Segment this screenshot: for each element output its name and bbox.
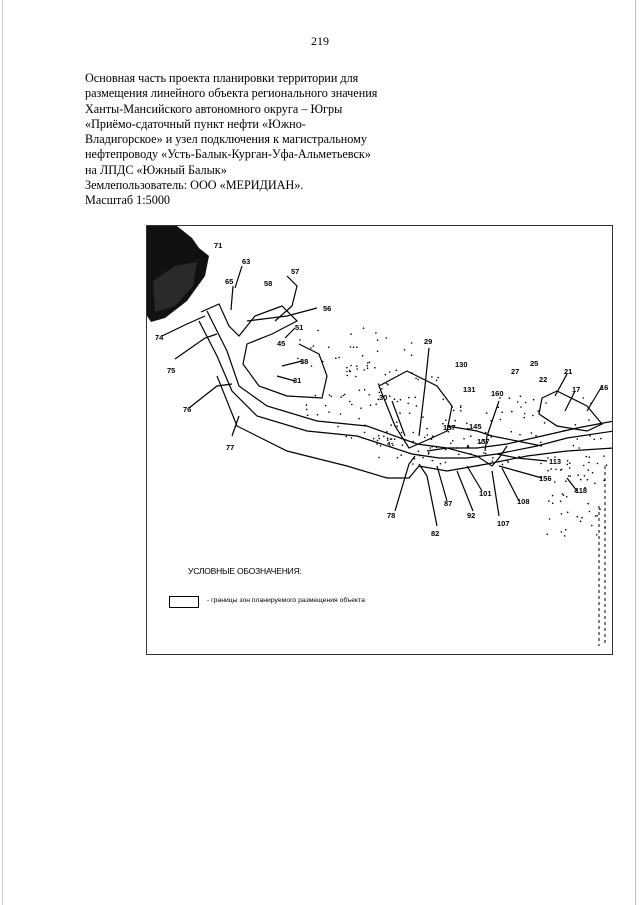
terrain-dot: [432, 460, 434, 462]
terrain-dot: [387, 437, 389, 439]
terrain-dot: [588, 419, 590, 421]
header-line: Землепользователь: ООО «МЕРИДИАН».: [85, 178, 304, 193]
terrain-dot: [411, 354, 413, 356]
terrain-dot: [535, 435, 537, 437]
terrain-dot: [349, 401, 351, 403]
terrain-dot: [588, 462, 590, 464]
zone-boundary-mid: [427, 446, 507, 466]
header-line: размещения линейного объекта регионального значения: [85, 86, 378, 101]
terrain-dot: [377, 339, 379, 341]
point-label: 31: [293, 376, 302, 385]
terrain-dot: [593, 439, 595, 441]
terrain-dot: [367, 362, 369, 364]
terrain-dot: [569, 462, 571, 464]
terrain-dot: [594, 483, 596, 485]
terrain-dot: [397, 401, 399, 403]
terrain-dot: [596, 534, 598, 536]
leader-82: [419, 464, 437, 526]
terrain-dot: [415, 378, 417, 380]
terrain-dot: [349, 370, 351, 372]
terrain-dot: [517, 401, 519, 403]
terrain-dot: [389, 443, 391, 445]
header-line: Владигорское» и узел подключения к магистральному: [85, 132, 367, 147]
terrain-dot: [375, 404, 377, 406]
terrain-dot: [356, 346, 358, 348]
terrain-dot: [580, 479, 582, 481]
terrain-dot: [483, 452, 485, 454]
terrain-dot: [587, 503, 589, 505]
leader-63: [235, 266, 242, 288]
terrain-dot: [600, 438, 602, 440]
terrain-dot: [577, 474, 579, 476]
terrain-dot: [363, 327, 365, 329]
terrain-dot: [376, 443, 378, 445]
terrain-dot: [378, 435, 380, 437]
terrain-dot: [335, 357, 337, 359]
terrain-dot: [400, 454, 402, 456]
pipe-route: [447, 426, 542, 446]
terrain-dot: [525, 402, 527, 404]
terrain-dot: [363, 369, 365, 371]
point-label: 145: [469, 422, 482, 431]
point-label: 130: [455, 360, 468, 369]
terrain-dot: [460, 407, 462, 409]
terrain-dot: [346, 367, 348, 369]
terrain-dot: [389, 371, 391, 373]
terrain-dot: [390, 424, 392, 426]
point-label: 118: [575, 486, 588, 495]
terrain-dot: [460, 410, 462, 412]
terrain-dot: [375, 332, 377, 334]
terrain-dot: [377, 440, 379, 442]
leader-29: [419, 348, 429, 436]
terrain-dot: [575, 424, 577, 426]
point-label: 87: [444, 499, 453, 508]
terrain-dot: [581, 517, 583, 519]
terrain-dot: [424, 437, 426, 439]
point-label: 78: [387, 511, 396, 520]
terrain-dot: [595, 515, 597, 517]
terrain-dot: [360, 407, 362, 409]
terrain-dot: [418, 450, 420, 452]
terrain-dot: [545, 402, 547, 404]
terrain-dot: [369, 361, 371, 363]
terrain-dot: [565, 529, 567, 531]
leader-78: [395, 456, 415, 511]
terrain-dot: [396, 369, 398, 371]
point-label: 137: [443, 423, 456, 432]
terrain-dot: [520, 406, 522, 408]
road-edge-lower: [207, 311, 613, 448]
terrain-dot: [567, 512, 569, 514]
terrain-dot: [299, 339, 301, 341]
point-label: 45: [277, 339, 286, 348]
point-label: 107: [497, 519, 510, 528]
leader-38: [282, 361, 302, 366]
terrain-dot: [364, 432, 366, 434]
terrain-dot: [422, 457, 424, 459]
zone-boundary-right: [379, 371, 452, 448]
point-label: 101: [479, 489, 492, 498]
legend-boundary-label: - границы зон планируемого размещения объекта: [207, 597, 365, 604]
terrain-dot: [431, 376, 433, 378]
point-label: 131: [463, 385, 476, 394]
terrain-dot: [524, 413, 526, 415]
point-label: 108: [517, 497, 530, 506]
terrain-dot: [597, 463, 599, 465]
terrain-dot: [492, 460, 494, 462]
terrain-dot: [401, 432, 403, 434]
terrain-dot: [347, 375, 349, 377]
terrain-dot: [317, 330, 319, 332]
terrain-dot: [561, 513, 563, 515]
terrain-dot: [306, 409, 308, 411]
terrain-dot: [378, 457, 380, 459]
terrain-dot: [498, 406, 500, 408]
terrain-dot: [554, 481, 556, 483]
header-line: нефтепроводу «Усть-Балык-Курган-Уфа-Альметьевск»: [85, 147, 371, 162]
header-line: Масштаб 1:5000: [85, 193, 171, 208]
map-drawing: [147, 226, 613, 655]
point-label: 27: [511, 367, 520, 376]
terrain-dot: [397, 457, 399, 459]
terrain-dot: [589, 456, 591, 458]
header-line: «Приёмо-сдаточный пункт нефти «Южно-: [85, 116, 306, 131]
leader-156: [499, 466, 542, 478]
terrain-dot: [411, 342, 413, 344]
terrain-dot: [587, 469, 589, 471]
point-label: 65: [225, 277, 234, 286]
terrain-dot: [577, 438, 579, 440]
terrain-dot: [500, 419, 502, 421]
point-label: 156: [539, 474, 552, 483]
legend-title: УСЛОВНЫЕ ОБОЗНАЧЕНИЯ:: [188, 566, 302, 576]
leader-107: [492, 471, 499, 516]
leader-65: [231, 286, 233, 310]
terrain-dot: [549, 518, 551, 520]
header-line: Основная часть проекта планировки территории для: [85, 71, 359, 85]
terrain-dot: [388, 442, 390, 444]
terrain-dot: [396, 421, 398, 423]
terrain-dot: [520, 396, 522, 398]
point-label: 21: [564, 367, 573, 376]
terrain-dot: [311, 365, 313, 367]
terrain-dot: [346, 436, 348, 438]
terrain-dot: [443, 399, 445, 401]
terrain-dot: [427, 434, 429, 436]
terrain-dot: [359, 390, 361, 392]
terrain-dot: [416, 405, 418, 407]
terrain-dot: [415, 397, 417, 399]
terrain-dot: [560, 500, 562, 502]
terrain-dot: [337, 426, 339, 428]
terrain-dot: [586, 456, 588, 458]
point-label: 82: [431, 529, 440, 538]
document-header: [85, 71, 425, 209]
point-label: 17: [572, 385, 581, 394]
terrain-dot: [338, 357, 340, 359]
terrain-dot: [378, 383, 380, 385]
terrain-dot: [463, 438, 465, 440]
terrain-dot: [501, 411, 503, 413]
terrain-dot: [568, 475, 570, 477]
terrain-dot: [436, 380, 438, 382]
point-label: 74: [155, 333, 164, 342]
point-label: 63: [242, 257, 251, 266]
terrain-dot: [358, 418, 360, 420]
point-label: 92: [467, 511, 476, 520]
terrain-dot: [564, 535, 566, 537]
terrain-dot: [589, 511, 591, 513]
terrain-dot: [509, 397, 511, 399]
terrain-dot: [550, 468, 552, 470]
terrain-dot: [351, 437, 353, 439]
terrain-dot: [460, 405, 462, 407]
terrain-dot: [385, 337, 387, 339]
terrain-dot: [502, 464, 504, 466]
terrain-dot: [394, 398, 396, 400]
terrain-dot: [567, 460, 569, 462]
terrain-dot: [445, 419, 447, 421]
terrain-dot: [392, 444, 394, 446]
terrain-dot: [547, 470, 549, 472]
terrain-dot: [580, 520, 582, 522]
terrain-dot: [344, 394, 346, 396]
terrain-dot: [377, 351, 379, 353]
terrain-dot: [437, 377, 439, 379]
header-line: Ханты-Мансийского автономного округа – Югры: [85, 101, 343, 116]
terrain-dot: [346, 371, 348, 373]
terrain-dot: [428, 453, 430, 455]
point-label: 76: [183, 405, 192, 414]
terrain-dot: [429, 447, 431, 449]
terrain-dot: [313, 345, 315, 347]
terrain-dot: [569, 467, 571, 469]
terrain-dot: [546, 534, 548, 536]
terrain-dot: [368, 394, 370, 396]
terrain-dot: [587, 479, 589, 481]
terrain-dot: [383, 436, 385, 438]
scan-edge-right: [635, 0, 636, 905]
terrain-dot: [454, 420, 456, 422]
leader-92: [457, 471, 473, 511]
terrain-dot: [353, 346, 355, 348]
terrain-dot: [407, 403, 409, 405]
terrain-dot: [387, 384, 389, 386]
terrain-dot: [552, 495, 554, 497]
terrain-dot: [548, 500, 550, 502]
terrain-dot: [396, 425, 398, 427]
terrain-dot: [409, 413, 411, 415]
terrain-dot: [355, 376, 357, 378]
terrain-dot: [426, 428, 428, 430]
terrain-dot: [310, 347, 312, 349]
terrain-dot: [440, 463, 442, 465]
terrain-dot: [458, 454, 460, 456]
terrain-dot: [297, 358, 299, 360]
terrain-dot: [492, 457, 494, 459]
terrain-dot: [350, 346, 352, 348]
terrain-dot: [306, 404, 308, 406]
terrain-dot: [511, 431, 513, 433]
terrain-dot: [552, 502, 554, 504]
terrain-dot: [356, 368, 358, 370]
point-label: 71: [214, 241, 223, 250]
terrain-dot: [390, 438, 392, 440]
terrain-dot: [367, 365, 369, 367]
terrain-dot: [350, 333, 352, 335]
terrain-dot: [563, 494, 565, 496]
terrain-dot: [328, 347, 330, 349]
terrain-dot: [485, 432, 487, 434]
terrain-dot: [351, 404, 353, 406]
terrain-dot: [417, 379, 419, 381]
terrain-dot: [356, 365, 358, 367]
terrain-dot: [591, 525, 593, 527]
leader-51: [285, 328, 295, 338]
terrain-dot: [367, 367, 369, 369]
terrain-dot: [362, 355, 364, 357]
leader-17: [565, 391, 575, 411]
point-label: 157: [477, 437, 490, 446]
terrain-dot: [603, 455, 605, 457]
terrain-dot: [555, 469, 557, 471]
leader-75: [175, 334, 217, 359]
point-label: 16: [600, 383, 609, 392]
terrain-dot: [387, 439, 389, 441]
terrain-dot: [531, 432, 533, 434]
point-label: 51: [295, 323, 304, 332]
point-label: 29: [424, 337, 433, 346]
terrain-dot: [387, 443, 389, 445]
terrain-dot: [565, 480, 567, 482]
terrain-dot: [485, 453, 487, 455]
terrain-dot: [467, 445, 469, 447]
terrain-dot: [561, 469, 563, 471]
terrain-dot: [578, 447, 580, 449]
point-label: 57: [291, 267, 300, 276]
terrain-dot: [340, 413, 342, 415]
header-line: на ЛПДС «Южный Балык»: [85, 162, 227, 177]
terrain-dot: [364, 389, 366, 391]
terrain-dot: [402, 444, 404, 446]
terrain-dot: [577, 516, 579, 518]
point-label: 75: [167, 366, 176, 375]
terrain-dot: [507, 461, 509, 463]
terrain-dot: [445, 449, 447, 451]
planning-map: [146, 225, 613, 655]
terrain-dot: [573, 445, 575, 447]
terrain-dot: [606, 464, 608, 466]
terrain-dot: [412, 432, 414, 434]
point-label: 25: [530, 359, 539, 368]
legend-boundary-swatch: [169, 596, 199, 608]
terrain-dot: [567, 464, 569, 466]
terrain-dot: [379, 438, 381, 440]
leader-101: [467, 466, 482, 491]
terrain-dot: [380, 445, 382, 447]
terrain-dot: [399, 412, 401, 414]
terrain-dot: [452, 440, 454, 442]
terrain-dot: [325, 405, 327, 407]
terrain-dot: [566, 496, 568, 498]
terrain-dot: [445, 462, 447, 464]
terrain-dot: [511, 411, 513, 413]
terrain-dot: [342, 395, 344, 397]
terrain-dot: [570, 475, 572, 477]
terrain-dot: [350, 365, 352, 367]
terrain-dot: [470, 435, 472, 437]
page-number: 219: [311, 34, 329, 48]
terrain-dot: [582, 397, 584, 399]
terrain-dot: [307, 414, 309, 416]
terrain-dot: [317, 414, 319, 416]
point-label: 56: [323, 304, 332, 313]
terrain-dot: [453, 410, 455, 412]
terrain-dot: [544, 422, 546, 424]
terrain-dot: [519, 434, 521, 436]
terrain-dot: [561, 493, 563, 495]
terrain-dot: [408, 397, 410, 399]
terrain-dot: [330, 396, 332, 398]
point-label: 38: [300, 357, 309, 366]
terrain-dot: [391, 443, 393, 445]
terrain-dot: [584, 475, 586, 477]
terrain-dot: [532, 415, 534, 417]
terrain-dot: [540, 442, 542, 444]
terrain-dot: [404, 349, 406, 351]
terrain-dot: [389, 395, 391, 397]
point-label: 160: [491, 389, 504, 398]
terrain-dot: [592, 472, 594, 474]
terrain-dot: [450, 443, 452, 445]
terrain-dot: [537, 410, 539, 412]
terrain-dot: [422, 416, 424, 418]
terrain-dot: [329, 394, 331, 396]
terrain-dot: [412, 463, 414, 465]
point-label: 77: [226, 443, 235, 452]
terrain-dot: [533, 399, 535, 401]
terrain-dot: [540, 463, 542, 465]
terrain-dot: [466, 423, 468, 425]
terrain-dot: [328, 411, 330, 413]
terrain-dot: [596, 515, 598, 517]
terrain-dot: [374, 367, 376, 369]
terrain-dot: [373, 438, 375, 440]
terrain-dot: [394, 438, 396, 440]
point-label: 30: [379, 393, 388, 402]
terrain-dot: [486, 412, 488, 414]
terrain-dot: [315, 395, 317, 397]
terrain-dot: [385, 374, 387, 376]
scan-edge-left: [2, 0, 3, 905]
terrain-dot: [400, 399, 402, 401]
terrain-dot: [524, 417, 526, 419]
point-label: 22: [539, 375, 548, 384]
leader-74: [162, 316, 205, 336]
point-label: 58: [264, 279, 273, 288]
terrain-dot: [583, 465, 585, 467]
terrain-dot: [340, 396, 342, 398]
terrain-dot: [381, 388, 383, 390]
terrain-dot: [370, 404, 372, 406]
terrain-dot: [386, 383, 388, 385]
terrain-dot: [561, 531, 563, 533]
point-label: 113: [549, 457, 562, 466]
